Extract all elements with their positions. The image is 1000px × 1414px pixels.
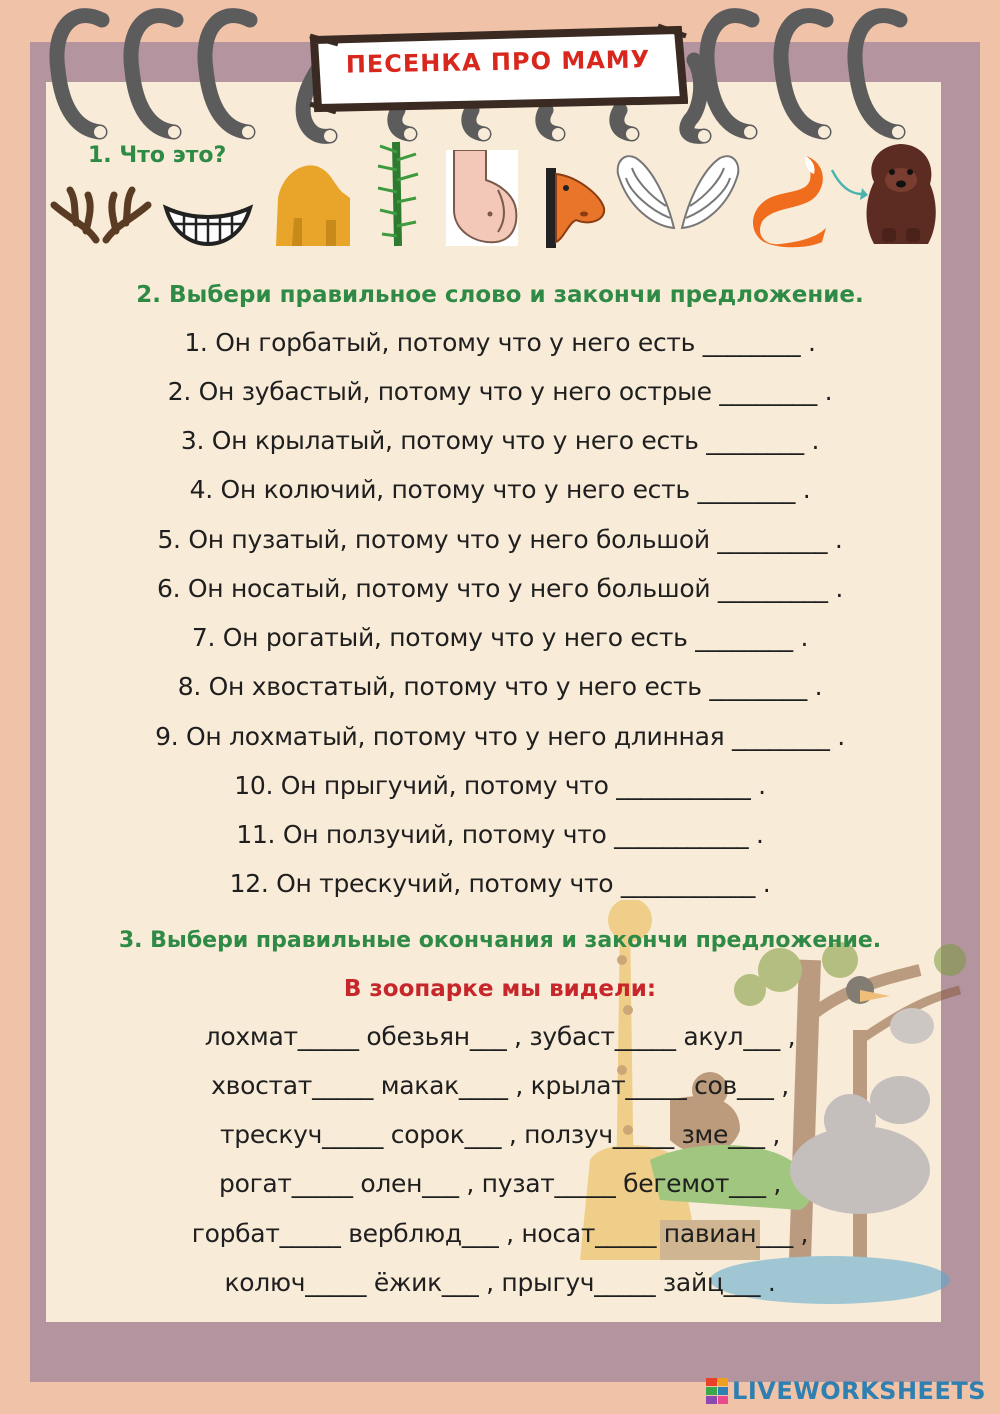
- sentence-4: 4. Он колючий, потому что у него есть ________ .: [189, 475, 811, 504]
- logo-text: LIVEWORKSHEETS: [732, 1377, 986, 1405]
- picture-row: [40, 140, 940, 255]
- sentence-9: 9. Он лохматый, потому что у него длинная ________ .: [155, 722, 845, 751]
- shaggy-dog-icon: [862, 142, 940, 246]
- teeth-icon: [162, 202, 254, 246]
- wings-icon: [614, 148, 742, 240]
- sentence-1: 1. Он горбатый, потому что у него есть ________ .: [184, 328, 816, 357]
- sentence-3: 3. Он крылатый, потому что у него есть ________ .: [180, 426, 820, 455]
- liveworksheets-logo[interactable]: [706, 1376, 986, 1406]
- thorny-branch-icon: [374, 140, 420, 248]
- endings-line-5: горбат_____ верблюд___ , носат_____ павиан___ ,: [191, 1219, 809, 1248]
- sentence-10: 10. Он прыгучий, потому что ___________ .: [234, 771, 766, 800]
- section-1-heading: 1. Что это?: [88, 143, 227, 168]
- endings-line-1: лохмат_____ обезьян___ , зубаст_____ акул___ ,: [204, 1022, 796, 1051]
- fox-tail-icon: [750, 152, 830, 248]
- sentence-2: 2. Он зубастый, потому что у него острые ________ .: [167, 377, 833, 406]
- sentence-12: 12. Он трескучий, потому что ___________ .: [229, 869, 771, 898]
- endings-line-6: колюч_____ ёжик___ , прыгуч_____ зайц___ .: [224, 1268, 776, 1297]
- nose-icon: [546, 168, 608, 248]
- logo-badge-icon: [706, 1378, 728, 1404]
- endings-line-3: трескуч_____ сорок___ , ползуч_____ зме___ ,: [220, 1120, 780, 1149]
- title-banner: [308, 22, 688, 114]
- section-2-heading: 2. Выбери правильное слово и закончи предложение.: [136, 282, 864, 308]
- endings-line-4: рогат_____ олен___ , пузат_____ бегемот___ ,: [219, 1169, 781, 1198]
- sentence-6: 6. Он носатый, потому что у него большой _________ .: [156, 574, 844, 603]
- sentence-8: 8. Он хвостатый, потому что у него есть ________ .: [177, 672, 823, 701]
- sentence-7: 7. Он рогатый, потому что у него есть ________ .: [191, 623, 809, 652]
- belly-icon: [446, 150, 518, 246]
- antlers-icon: [46, 185, 156, 245]
- zoo-illustration: [560, 900, 980, 1320]
- section-3-heading: 3. Выбери правильные окончания и закончи предложение.: [118, 928, 882, 953]
- endings-line-2: хвостат_____ макак____ , крылат_____ сов___ ,: [211, 1071, 789, 1100]
- sentence-11: 11. Он ползучий, потому что ___________ .: [236, 820, 764, 849]
- camel-hump-icon: [272, 158, 352, 246]
- page-title: ПЕСЕНКА ПРО МАМУ: [345, 45, 651, 79]
- zoo-subheading: В зоопарке мы видели:: [343, 976, 657, 1002]
- sentence-5: 5. Он пузатый, потому что у него большой _________ .: [157, 525, 843, 554]
